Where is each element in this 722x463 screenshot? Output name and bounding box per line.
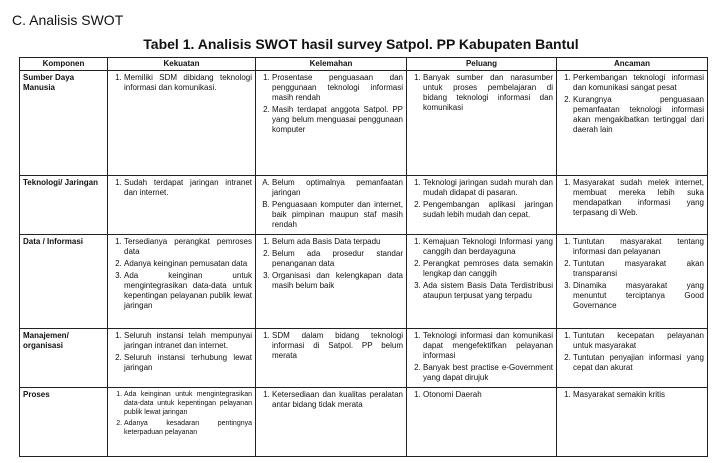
- list-item: 2. Pengembangan aplikasi jaringan sudah lebih mudah dan cepat.: [423, 200, 553, 220]
- table-row: [20, 329, 708, 388]
- list-item: 1. Teknologi jaringan sudah murah dan mudah didapat di pasaran.: [423, 178, 553, 198]
- kekuatan-cell: [108, 235, 256, 329]
- list-item: 2. Adanya keinginan pemusatan data: [124, 259, 252, 269]
- header-ancaman: Ancaman: [557, 58, 708, 71]
- list-item: 1. Tuntutan kecepatan pelayanan untuk masyarakat: [573, 331, 704, 351]
- list-item: 3. Ada keinginan untuk mengintegrasikan data-data untuk kepentingan pelayanan publik lewat jaringan: [124, 271, 252, 311]
- list-item: 1. Ada keinginan untuk mengintegrasikan data-data untuk kepentingan pelayanan publik lewat jaringan: [124, 390, 252, 417]
- list-item: 2. Belum ada prosedur standar penanganan data: [272, 249, 403, 269]
- table-row: [20, 235, 708, 329]
- peluang-cell: [407, 235, 557, 329]
- kelemahan-cell: [256, 329, 407, 388]
- swot-table: [19, 57, 708, 457]
- list-item: 1. Sudah terdapat jaringan intranet dan internet.: [124, 178, 252, 198]
- table-title: Tabel 1. Analisis SWOT hasil survey Satpol. PP Kabupaten Bantul: [143, 36, 579, 52]
- ancaman-cell: [557, 388, 708, 457]
- kekuatan-cell: [108, 176, 256, 235]
- peluang-cell: [407, 329, 557, 388]
- list-item: B. Penguasaan komputer dan internet, baik pimpinan maupun staf masih rendah: [272, 200, 403, 230]
- list-item: 2. Tuntutan masyarakat akan transparansi: [573, 259, 704, 279]
- section-heading: C. Analisis SWOT: [12, 12, 124, 28]
- list-item: 2. Banyak best practise e-Government yang dapat dirujuk: [423, 363, 553, 383]
- komponen-cell: Proses: [20, 388, 108, 457]
- header-komponen: Komponen: [20, 58, 108, 71]
- table-row: [20, 388, 708, 457]
- list-item: 1. SDM dalam bidang teknologi informasi di Satpol. PP belum merata: [272, 331, 403, 361]
- list-item: 1. Kemajuan Teknologi Informasi yang canggih dan berdayaguna: [423, 237, 553, 257]
- list-item: 1. Tersedianya perangkat pemroses data: [124, 237, 252, 257]
- list-item: 3. Organisasi dan kelengkapan data masih belum baik: [272, 271, 403, 291]
- kekuatan-cell: [108, 329, 256, 388]
- header-row: [20, 58, 708, 71]
- list-item: 3. Dinamika masyarakat yang menuntut terciptanya Good Governance: [573, 281, 704, 311]
- list-item: 2. Perangkat pemroses data semakin lengkap dan canggih: [423, 259, 553, 279]
- list-item: A. Belum optimalnya pemanfaatan jaringan: [272, 178, 403, 198]
- list-item: 3. Ada sistem Basis Data Terdistribusi ataupun terpusat yang terpadu: [423, 281, 553, 301]
- list-item: 1. Teknologi informasi dan komunikasi dapat mengefektifkan pelayanan informasi: [423, 331, 553, 361]
- list-item: 1. Perkembangan teknologi informasi dan komunikasi sangat pesat: [573, 73, 704, 93]
- kelemahan-cell: [256, 71, 407, 176]
- list-item: 1. Masyarakat semakin kritis: [573, 390, 704, 400]
- komponen-cell: Manajemen/ organisasi: [20, 329, 108, 388]
- kekuatan-cell: [108, 388, 256, 457]
- list-item: 1. Seluruh instansi telah mempunyai jaringan intranet dan internet.: [124, 331, 252, 351]
- ancaman-cell: [557, 176, 708, 235]
- header-kekuatan: Kekuatan: [108, 58, 256, 71]
- peluang-cell: [407, 71, 557, 176]
- ancaman-cell: [557, 71, 708, 176]
- kelemahan-cell: [256, 176, 407, 235]
- list-item: 2. Adanya kesadaran pentingnya keterpaduan pelayanan: [124, 419, 252, 437]
- list-item: 2. Tuntutan penyajian informasi yang cepat dan akurat: [573, 353, 704, 373]
- list-item: 1. Ketersediaan dan kualitas peralatan antar bidang tidak merata: [272, 390, 403, 410]
- header-peluang: Peluang: [407, 58, 557, 71]
- list-item: 1. Tuntutan masyarakat tentang informasi dan pelayanan: [573, 237, 704, 257]
- komponen-cell: Teknologi/ Jaringan: [20, 176, 108, 235]
- kelemahan-cell: [256, 388, 407, 457]
- list-item: 1. Prosentase penguasaan dan penggunaan teknologi informasi masih rendah: [272, 73, 403, 103]
- list-item: 1. Otonomi Daerah: [423, 390, 553, 400]
- list-item: 1. Banyak sumber dan narasumber untuk proses pembelajaran di bidang teknologi informasi dan komunikasi: [423, 73, 553, 113]
- kelemahan-cell: [256, 235, 407, 329]
- table-row: [20, 71, 708, 176]
- list-item: 1. Memiliki SDM dibidang teknologi informasi dan komunikasi.: [124, 73, 252, 93]
- list-item: 2. Masih terdapat anggota Satpol. PP yang belum menguasai penggunaan komputer: [272, 105, 403, 135]
- komponen-cell: Sumber Daya Manusia: [20, 71, 108, 176]
- list-item: 1. Belum ada Basis Data terpadu: [272, 237, 403, 247]
- peluang-cell: [407, 388, 557, 457]
- ancaman-cell: [557, 235, 708, 329]
- list-item: 1. Masyarakat sudah melek internet, membuat mereka lebih suka mendapatkan informasi yang terpasang di Web.: [573, 178, 704, 218]
- peluang-cell: [407, 176, 557, 235]
- header-kelemahan: Kelemahan: [256, 58, 407, 71]
- ancaman-cell: [557, 329, 708, 388]
- table-row: [20, 176, 708, 235]
- list-item: 2. Kurangnya penguasaan pemanfaatan teknologi informasi akan mengakibatkan tertinggal dari daerah lain: [573, 95, 704, 135]
- list-item: 2. Seluruh instansi terhubung lewat jaringan: [124, 353, 252, 373]
- komponen-cell: Data / Informasi: [20, 235, 108, 329]
- kekuatan-cell: [108, 71, 256, 176]
